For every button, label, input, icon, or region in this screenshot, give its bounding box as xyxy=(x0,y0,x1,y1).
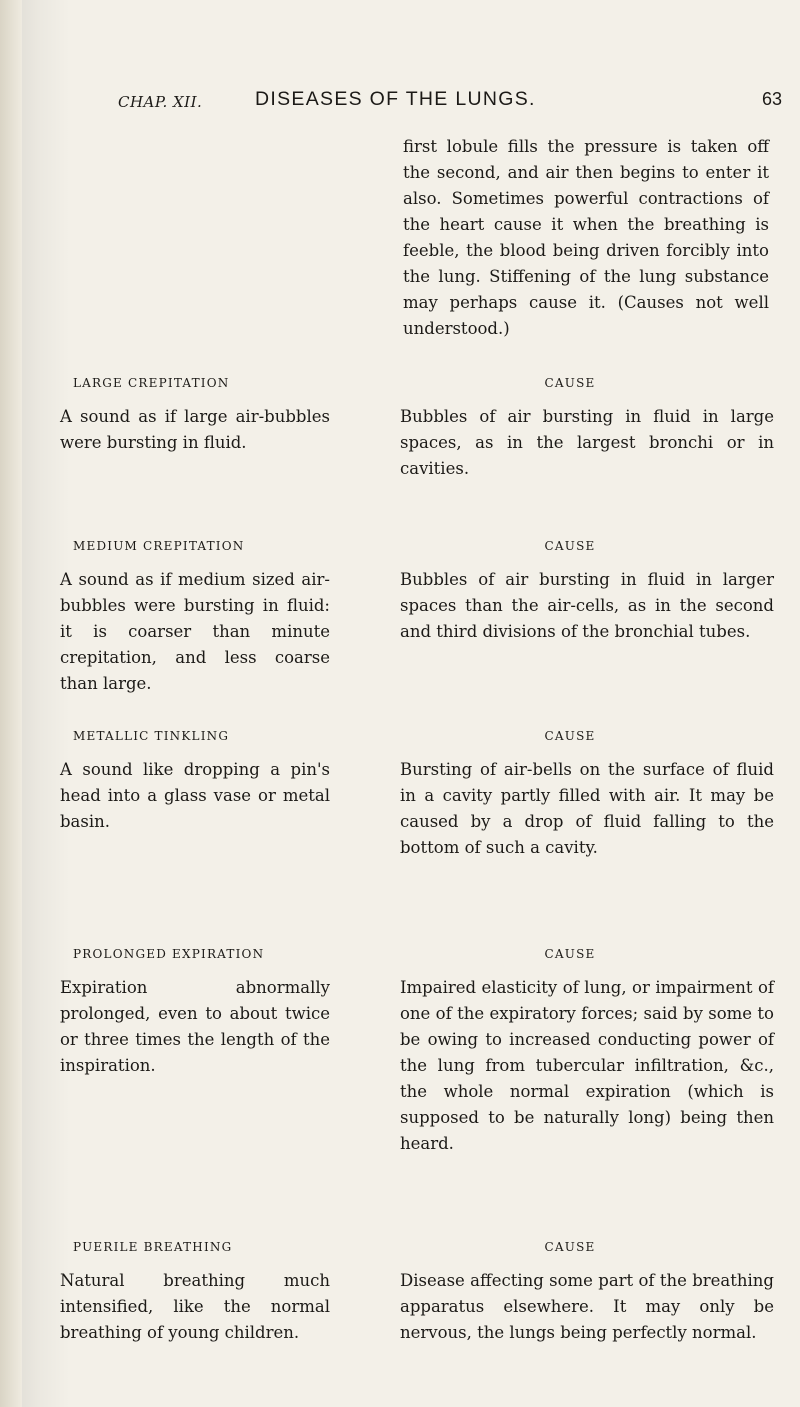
sound-label: LARGE CREPITATION xyxy=(73,376,230,390)
cause-label: CAUSE xyxy=(544,947,596,961)
sound-column xyxy=(60,728,330,835)
cause-column xyxy=(400,946,774,1157)
cause-description: Bursting of air-bells on the surface of fluid in a cavity partly filled with air. It may be caused by a drop of fluid falling to the bottom of such a cavity. xyxy=(400,760,774,857)
page-number: 63 xyxy=(761,89,782,109)
binding-gutter xyxy=(0,0,22,1407)
sound-description: A sound as if large air-bubbles were bursting in fluid. xyxy=(60,407,330,452)
sound-description: Expiration abnormally prolonged, even to about twice or three times the length of the inspiration. xyxy=(60,978,330,1075)
sound-description: A sound as if medium sized air-bubbles were bursting in fluid: it is coarser than minute crepitation, and less coarse than large. xyxy=(60,570,330,693)
sound-column xyxy=(60,375,330,456)
continued-paragraph: first lobule fills the pressure is taken off the second, and air then begins to enter it also. Sometimes powerful contractions of the heart cause it when the breathing is feeble, the blood being driven forcibly into the lung. Stiffening of the lung substance may perhaps cause it. (Causes not well understood.) xyxy=(403,137,769,338)
running-title: DISEASES OF THE LUNGS. xyxy=(255,88,536,110)
sound-description: Natural breathing much intensified, like the normal breathing of young children. xyxy=(60,1271,330,1342)
cause-description: Bubbles of air bursting in fluid in large spaces, as in the largest bronchi or in cavities. xyxy=(400,407,774,478)
cause-column xyxy=(400,1239,774,1346)
sound-label: PROLONGED EXPIRATION xyxy=(73,947,265,961)
sound-label: PUERILE BREATHING xyxy=(73,1240,233,1254)
cause-column xyxy=(400,538,774,645)
sound-column xyxy=(60,1239,330,1346)
cause-column xyxy=(400,728,774,861)
cause-column xyxy=(400,375,774,482)
cause-label: CAUSE xyxy=(544,539,596,553)
sound-column xyxy=(60,538,330,697)
sound-column xyxy=(60,946,330,1079)
chapter-label: CHAP. XII. xyxy=(118,93,203,111)
cause-label: CAUSE xyxy=(544,1240,596,1254)
cause-description: Bubbles of air bursting in fluid in larger spaces than the air-cells, as in the second and third divisions of the bronchial tubes. xyxy=(400,570,774,641)
cause-label: CAUSE xyxy=(544,729,596,743)
sound-label: METALLIC TINKLING xyxy=(73,729,230,743)
cause-description: Impaired elasticity of lung, or impairment of one of the expiratory forces; said by some to be owing to increased conducting power of the lung from tubercular infiltration, &c., the whole normal expiration (which is supposed to be naturally long) being then heard. xyxy=(400,978,774,1153)
cause-description: Disease affecting some part of the breathing apparatus elsewhere. It may only be nervous, the lungs being perfectly normal. xyxy=(400,1271,774,1342)
cause-label: CAUSE xyxy=(544,376,596,390)
sound-description: A sound like dropping a pin's head into a glass vase or metal basin. xyxy=(60,760,330,831)
sound-label: MEDIUM CREPITATION xyxy=(73,539,245,553)
running-header xyxy=(100,88,782,118)
